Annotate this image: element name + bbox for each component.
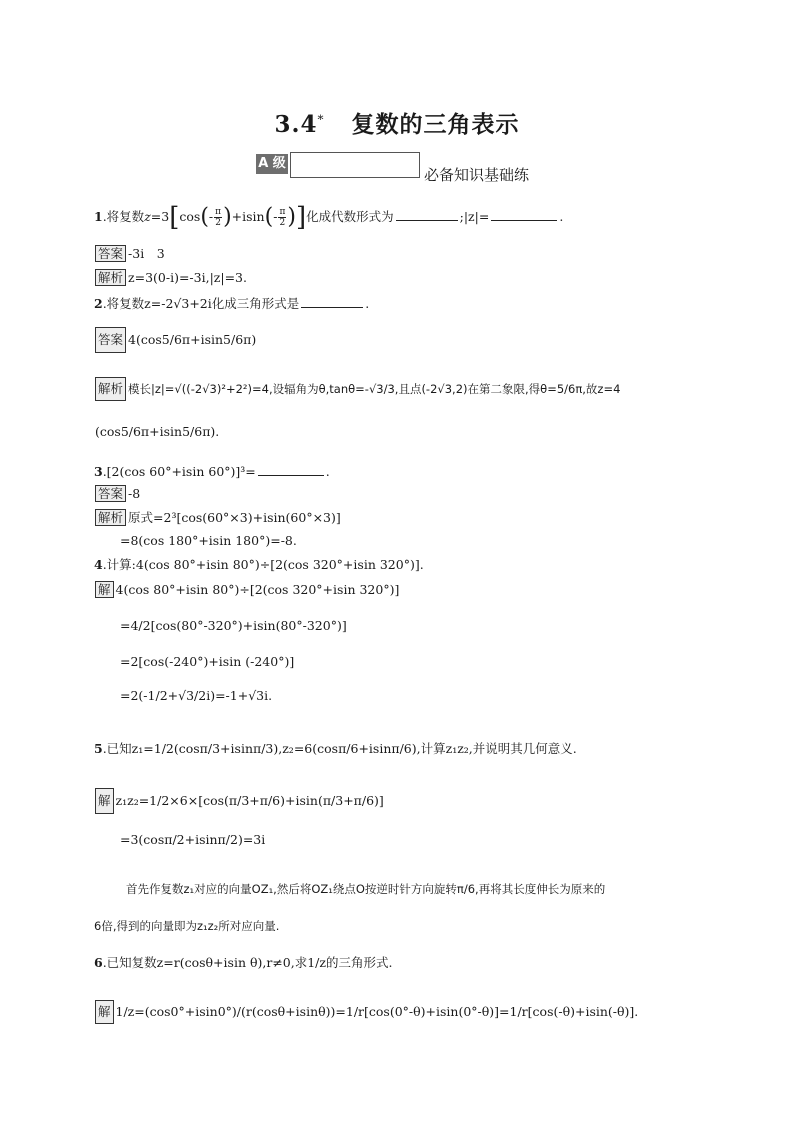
level-badge: A 级 <box>256 154 288 174</box>
question-5: 5.已知z₁=1/2(cosπ/3+isinπ/3),z₂=6(cosπ/6+isinπ/6),计算z₁z₂,并说明其几何意义. <box>94 741 577 756</box>
q6-solution: 解 1/z=(cos0°+isin0°)/(r(cosθ+isinθ))=1/r[cos(0°-θ)+isin(0°-θ)]=1/r[cos(-θ)+isin(-θ)]. <box>95 1000 638 1024</box>
question-4: 4.计算:4(cos 80°+isin 80°)÷[2(cos 320°+isin 320°)]. <box>94 557 424 572</box>
answer-tag: 答案 <box>95 327 126 353</box>
q1-blank-1[interactable] <box>396 207 458 221</box>
q5-solution-line-2: =3(cosπ/2+isinπ/2)=3i <box>120 832 266 847</box>
q3-answer: 答案 -8 <box>95 485 140 502</box>
q1-answer: 答案 -3i 3 <box>95 245 165 262</box>
q2-answer <box>95 327 256 353</box>
q4-solution-line-2: =2[cos(-240°)+isin (-240°)] <box>120 654 295 669</box>
question-2: 2.将复数z=-2√3+2i化成三角形式是 . <box>94 296 370 311</box>
solution-tag: 解 <box>95 788 114 814</box>
q4-solution-line-0: 解 4(cos 80°+isin 80°)÷[2(cos 320°+isin 320°)] <box>95 581 399 598</box>
analysis-tag: 解析 <box>95 269 126 286</box>
q5-solution-line-1: 解 z₁z₂=1/2×6×[cos(π/3+π/6)+isin(π/3+π/6)] <box>95 788 384 814</box>
q3-analysis-line-1: 解析 原式=2³[cos(60°×3)+isin(60°×3)] <box>95 509 341 526</box>
q2-blank[interactable] <box>301 294 363 308</box>
q3-blank[interactable] <box>258 462 324 476</box>
question-1: 1.将复数z=3[cos(- $\frac{\pi}{2}$ )+isin(- $\frac{\pi}{2}$ )]化成代数形式为 ;|z|= . <box>94 202 564 233</box>
question-6: 6.已知复数z=r(cosθ+isin θ),r≠0,求1/z的三角形式. <box>94 955 393 970</box>
solution-tag: 解 <box>95 581 114 598</box>
q5-geometry-line-2: 6倍,得到的向量即为z₁z₂所对应向量. <box>94 919 280 933</box>
q4-solution-line-1: =4/2[cos(80°-320°)+isin(80°-320°)] <box>120 618 347 633</box>
answer-tag: 答案 <box>95 485 126 502</box>
question-3: 3.[2(cos 60°+isin 60°)]³= . <box>94 464 330 479</box>
q2-analysis-line-1: 解析 模长|z|=√((-2√3)²+2²)=4,设辐角为θ,tanθ=-√3/3,且点(-2√3,2)在第二象限,得θ=5/6π,故z=4 <box>95 377 620 401</box>
q2-analysis-line-2: (cos5/6π+isin5/6π). <box>95 424 220 439</box>
q1-formula: z=3[cos(- $\frac{\pi}{2}$ )+isin(- $\frac{\pi}{2}$ )] <box>144 202 307 233</box>
q1-blank-2[interactable] <box>491 207 557 221</box>
analysis-tag: 解析 <box>95 377 126 401</box>
page-title: 3.4* 复数的三角表示 <box>274 111 520 138</box>
q5-geometry-line-1: 首先作复数z₁对应的向量OZ₁,然后将OZ₁绕点O按逆时针方向旋转π/6,再将其长度伸长为原来的 <box>126 882 606 896</box>
q4-solution-line-3: =2(-1/2+√3/2i)=-1+√3i. <box>120 688 273 703</box>
analysis-tag: 解析 <box>95 509 126 526</box>
level-subtitle: 必备知识基础练 <box>424 166 530 184</box>
solution-tag: 解 <box>95 1000 114 1024</box>
q3-analysis-line-2: =8(cos 180°+isin 180°)=-8. <box>120 533 297 548</box>
q2-answer-formula: 4(cos5/6π+isin5/6π) <box>128 332 257 347</box>
q1-analysis: 解析 z=3(0-i)=-3i,|z|=3. <box>95 269 247 286</box>
level-name-box <box>290 152 420 178</box>
answer-tag: 答案 <box>95 245 126 262</box>
